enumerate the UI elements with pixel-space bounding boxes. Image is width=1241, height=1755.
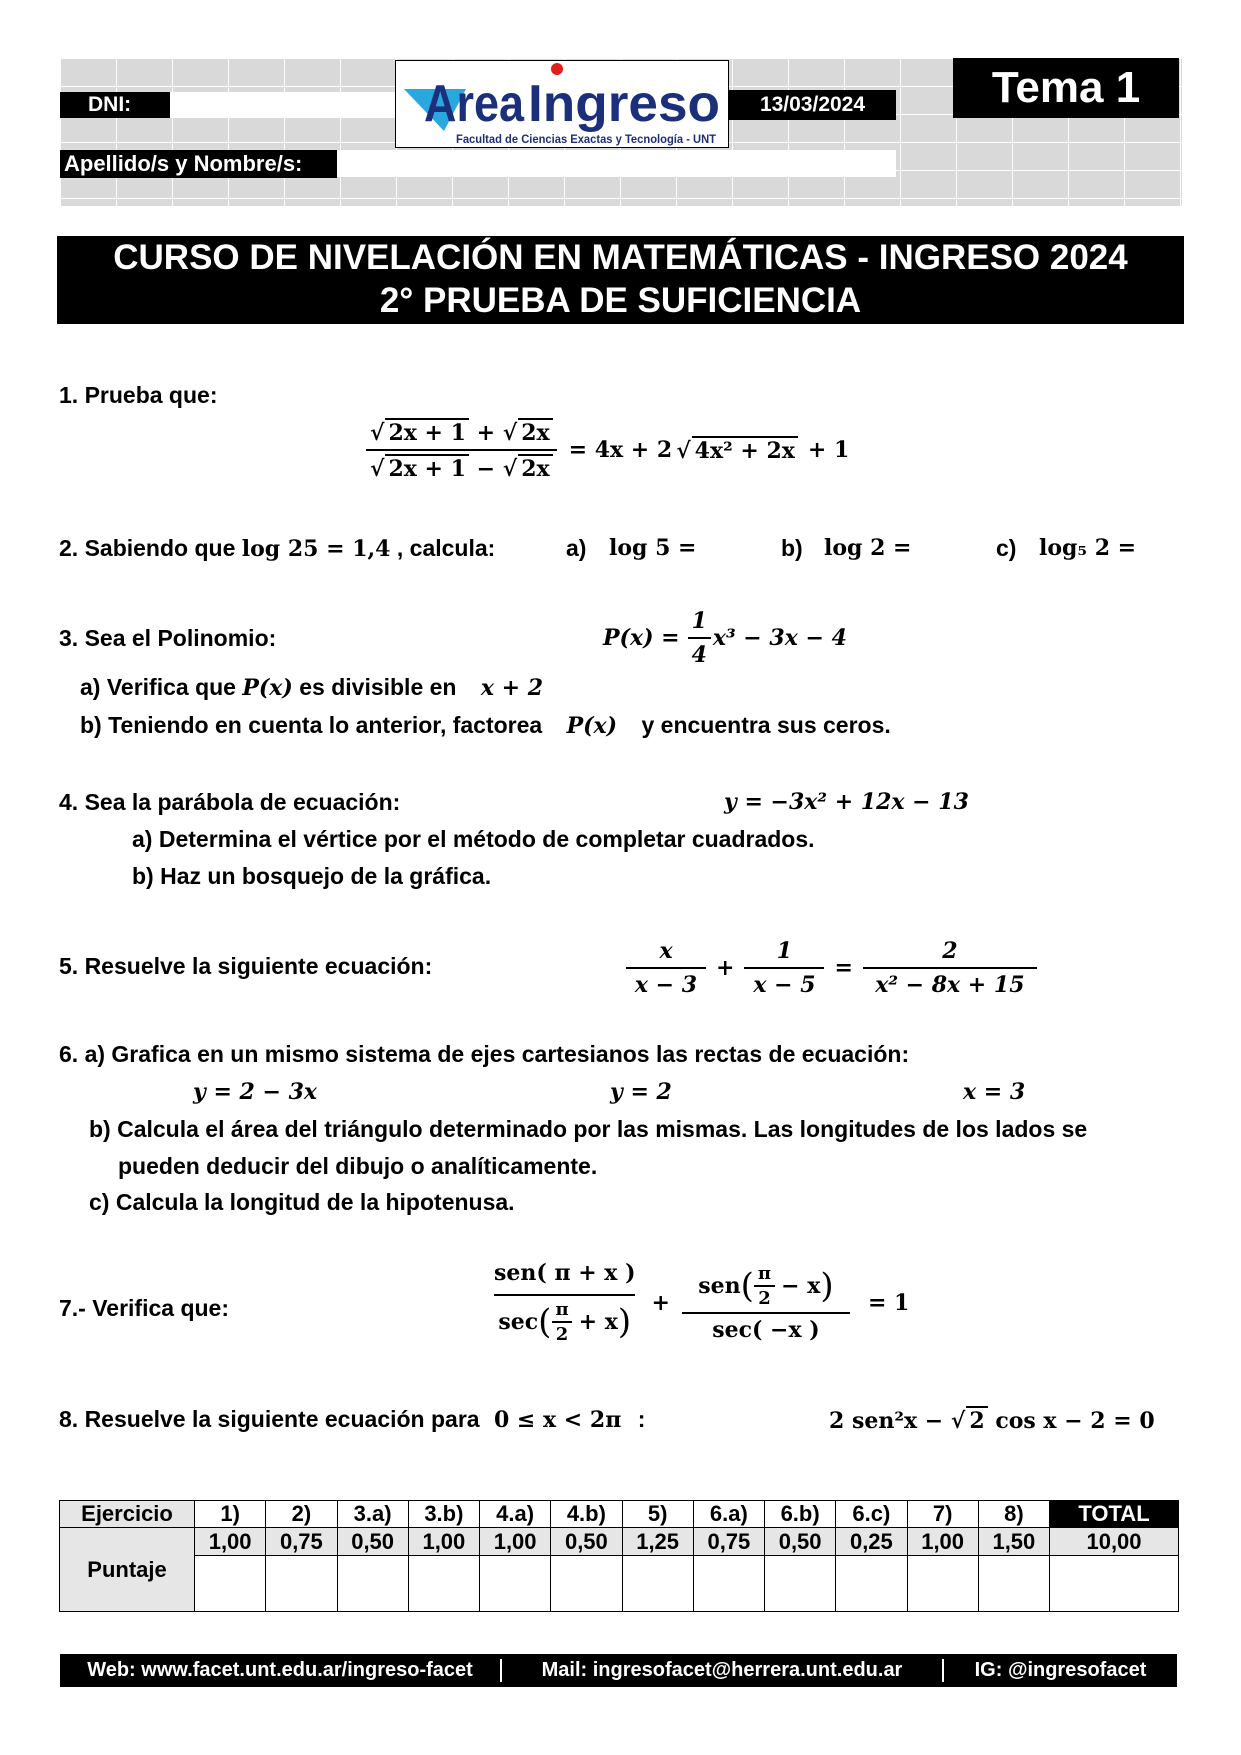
q3-a: a) Verifica que P(x) es divisible en x + 2: [80, 674, 544, 701]
q4-equation: y = −3x² + 12x − 13: [724, 789, 969, 815]
score-input-cell[interactable]: [907, 1556, 978, 1612]
exercise-cell: 6.b): [765, 1501, 836, 1528]
q2-given: log 25 = 1,4: [241, 536, 391, 562]
q2-a-expr: log 5 =: [609, 535, 697, 561]
points-cell: 0,50: [551, 1528, 622, 1556]
q6-line-1: y = 2 − 3x: [193, 1079, 318, 1105]
score-input-cell[interactable]: [266, 1556, 337, 1612]
q5-equation: $\frac{x}{x - 3}$ + $\frac{1}{x - 5}$ = $\frac{2}{\text{x² − 8x + 15}}$: [626, 938, 1037, 998]
q1-label: 1. Prueba que:: [59, 382, 218, 408]
points-cell: 1,00: [480, 1528, 551, 1556]
exercise-cell: 3.a): [337, 1501, 408, 1528]
q3-b: b) Teniendo en cuenta lo anterior, factorea P(x) y encuentra sus ceros.: [80, 712, 891, 739]
points-cell: 1,25: [622, 1528, 693, 1556]
q5-label: 5. Resuelve la siguiente ecuación:: [59, 953, 433, 979]
exercise-cell: 8): [978, 1501, 1049, 1528]
score-input-cell[interactable]: [978, 1556, 1049, 1612]
score-input-cell[interactable]: [337, 1556, 408, 1612]
q6-c: c) Calcula la longitud de la hipotenusa.: [89, 1189, 515, 1215]
score-input-cell[interactable]: [195, 1556, 266, 1612]
footer-mail: Mail: ingresofacet@herrera.unt.edu.ar: [502, 1659, 944, 1682]
score-input-cell[interactable]: [765, 1556, 836, 1612]
points-cell: 0,75: [266, 1528, 337, 1556]
q7-label: 7.- Verifica que:: [59, 1295, 230, 1321]
q2-c-expr: log₅ 2 =: [1039, 535, 1137, 561]
q6-b-line-1: b) Calcula el área del triángulo determinado por las mismas. Las longitudes de los lados se: [89, 1116, 1088, 1142]
footer-web: Web: www.facet.unt.edu.ar/ingreso-facet: [60, 1659, 502, 1682]
score-row-label: Ejercicio: [60, 1501, 195, 1528]
points-cell: 1,00: [195, 1528, 266, 1556]
q4-b: b) Haz un bosquejo de la gráfica.: [132, 863, 492, 889]
svg-text:Ingreso: Ingreso: [528, 75, 720, 133]
exercise-cell: 5): [622, 1501, 693, 1528]
q4-label: 4. Sea la parábola de ecuación:: [59, 789, 401, 815]
q4-a: a) Determina el vértice por el método de completar cuadrados.: [132, 826, 815, 852]
q3-label: 3. Sea el Polinomio:: [59, 625, 277, 651]
q2-c-label: c): [996, 535, 1017, 561]
exercise-cell: 6.a): [693, 1501, 764, 1528]
q3-polynomial: P(x) = $\frac{1}{4}$ x³ − 3x − 4: [603, 608, 847, 668]
q2-calc: , calcula:: [396, 535, 496, 561]
footer: [60, 1654, 1177, 1687]
points-cell: 0,25: [836, 1528, 907, 1556]
points-cell: 1,00: [408, 1528, 479, 1556]
exercise-cell: 6.c): [836, 1501, 907, 1528]
exercise-cell: 3.b): [408, 1501, 479, 1528]
q6-line-2: y = 2: [610, 1079, 672, 1105]
points-cell: 1,50: [978, 1528, 1049, 1556]
score-input-cell[interactable]: [693, 1556, 764, 1612]
q8-row: 8. Resuelve la siguiente ecuación para 0 ≤ x < 2π :: [59, 1406, 646, 1433]
q2-b-expr: log 2 =: [824, 535, 912, 561]
q1-equation: $\frac{√ 2x + 1 + √ 2x}{√ 2x + 1 - √ 2x}$ = 4x + 2 √ 4x² + 2x + 1: [366, 418, 849, 482]
total-points: 10,00: [1050, 1528, 1179, 1556]
q2-row: [59, 535, 1189, 562]
q2-a-label: a): [566, 535, 587, 561]
exam-title: [57, 236, 1184, 324]
q2-b-label: b): [781, 535, 803, 561]
total-label: TOTAL: [1050, 1501, 1179, 1528]
tema-badge: Tema 1: [953, 58, 1179, 118]
q6-b-line-2: pueden deducir del dibujo o analíticamente.: [118, 1153, 598, 1179]
name-label: Apellido/s y Nombre/s:: [60, 150, 337, 178]
points-cell: 1,00: [907, 1528, 978, 1556]
points-cell: 0,50: [765, 1528, 836, 1556]
q2-label: 2. Sabiendo que: [59, 535, 236, 561]
svg-text:Facultad de Ciencias Exactas y: Facultad de Ciencias Exactas y Tecnología - UNT: [456, 132, 717, 146]
points-cell: 0,75: [693, 1528, 764, 1556]
score-input-cell[interactable]: [408, 1556, 479, 1612]
q6-label: 6. a) Grafica en un mismo sistema de ejes cartesianos las rectas de ecuación:: [59, 1041, 910, 1067]
area-ingreso-logo: [395, 60, 729, 148]
title-line-2: 2° PRUEBA DE SUFICIENCIA: [379, 281, 862, 320]
q8-equation: 2 sen²x − √ 2 cos x − 2 = 0: [829, 1408, 1155, 1434]
exercise-cell: 4.b): [551, 1501, 622, 1528]
score-input-cell[interactable]: [836, 1556, 907, 1612]
score-table: [59, 1500, 1179, 1612]
score-input-cell[interactable]: [480, 1556, 551, 1612]
dni-label: DNI:: [60, 92, 170, 118]
score-input-cell[interactable]: [622, 1556, 693, 1612]
q7-identity: sen( π + x ) sec ( $\frac{\pi}{2}$ + x ) + sen ( $\frac{\pi}{2}$ − x ) sec( −x ) = 1: [494, 1260, 910, 1345]
exercise-cell: 7): [907, 1501, 978, 1528]
q6-line-3: x = 3: [963, 1079, 1026, 1105]
svg-text:Area: Area: [424, 75, 525, 133]
footer-ig: IG: @ingresofacet: [974, 1659, 1147, 1681]
dni-field[interactable]: [170, 92, 396, 118]
exercise-cell: 2): [266, 1501, 337, 1528]
points-cell: 0,50: [337, 1528, 408, 1556]
total-input-cell[interactable]: [1050, 1556, 1179, 1612]
exercise-cell: 4.a): [480, 1501, 551, 1528]
score-input-cell[interactable]: [551, 1556, 622, 1612]
logo-graphic: [396, 61, 728, 147]
name-field[interactable]: [337, 150, 896, 177]
title-line-1: CURSO DE NIVELACIÓN EN MATEMÁTICAS - INGRESO 2024: [113, 238, 1128, 277]
exam-date: 13/03/2024: [729, 90, 896, 120]
puntaje-label: Puntaje: [60, 1528, 195, 1612]
exercise-cell: 1): [195, 1501, 266, 1528]
